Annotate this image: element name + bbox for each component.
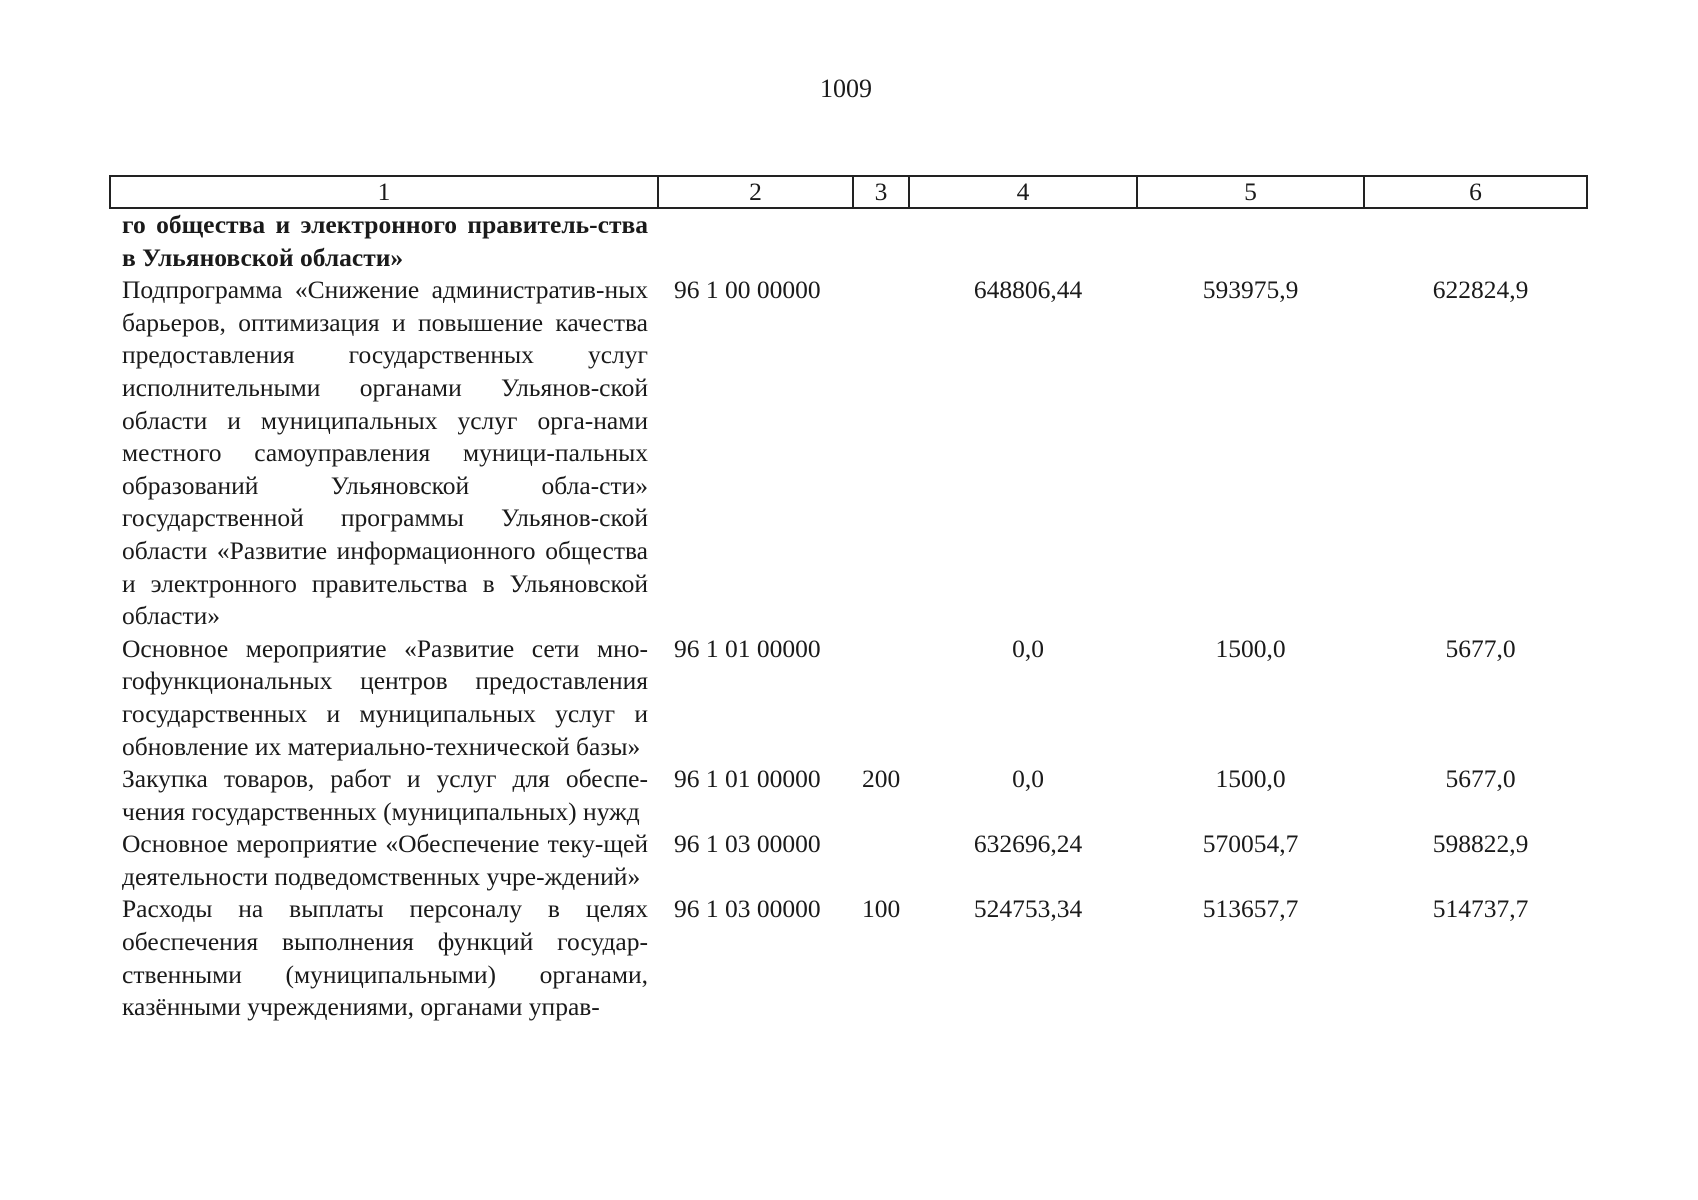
row-expense-type xyxy=(853,828,909,893)
header-cell-4: 4 xyxy=(909,176,1137,208)
header-cell-5: 5 xyxy=(1137,176,1364,208)
table-row xyxy=(110,274,1587,633)
row-expense-type: 100 xyxy=(862,894,901,924)
row-value-col6: 598822,9 xyxy=(1432,829,1529,859)
row-value-col4: 0,0 xyxy=(1012,764,1044,794)
row-value-col5 xyxy=(1137,208,1364,274)
row-value-col5: 570054,7 xyxy=(1202,829,1299,859)
row-value-col5: 593975,9 xyxy=(1202,275,1299,305)
row-value-col4: 0,0 xyxy=(1012,633,1044,663)
row-value-col5: 513657,7 xyxy=(1202,894,1299,924)
row-name: Основное мероприятие «Обеспечение теку-щей деятельности подведомственных учре-ждений» xyxy=(122,829,648,891)
table-row xyxy=(110,633,1587,763)
row-value-col4 xyxy=(909,208,1137,274)
row-value-col6: 514737,7 xyxy=(1432,894,1529,924)
row-expense-type xyxy=(853,633,909,763)
row-code xyxy=(658,208,853,274)
row-name: Основное мероприятие «Развитие сети мно-гофункциональных центров предоставления государственных и муниципальных услуг и обновление их материально-технической базы» xyxy=(122,633,648,761)
row-value-col6: 622824,9 xyxy=(1432,275,1529,305)
row-value-col6: 5677,0 xyxy=(1445,764,1516,794)
row-expense-type xyxy=(853,208,909,274)
row-name: го общества и электронного правитель-ства в Ульяновской области» xyxy=(122,210,648,272)
row-value-col5: 1500,0 xyxy=(1215,764,1286,794)
row-code: 96 1 00 00000 xyxy=(674,275,821,305)
row-code: 96 1 01 00000 xyxy=(674,633,821,663)
header-cell-1: 1 xyxy=(110,176,658,208)
row-code: 96 1 03 00000 xyxy=(674,894,821,924)
table-body xyxy=(110,208,1587,1024)
table-row xyxy=(110,208,1587,274)
page-number: 1009 xyxy=(820,74,872,103)
row-code: 96 1 03 00000 xyxy=(674,829,821,859)
row-expense-type: 200 xyxy=(862,764,901,794)
header-cell-6: 6 xyxy=(1364,176,1587,208)
row-name: Расходы на выплаты персоналу в целях обеспечения выполнения функций государ-ственными (муниципальными) органами, казёнными учреждениями, органами управ- xyxy=(122,894,648,1022)
row-value-col4: 648806,44 xyxy=(973,275,1083,305)
row-value-col5: 1500,0 xyxy=(1215,633,1286,663)
table-row xyxy=(110,763,1587,828)
row-value-col6: 5677,0 xyxy=(1445,633,1516,663)
row-value-col6 xyxy=(1364,208,1587,274)
table-header xyxy=(110,176,1587,208)
header-row xyxy=(110,176,1587,208)
header-cell-2: 2 xyxy=(658,176,853,208)
row-value-col4: 632696,24 xyxy=(973,829,1083,859)
row-expense-type xyxy=(853,274,909,633)
table-row xyxy=(110,828,1587,893)
row-code: 96 1 01 00000 xyxy=(674,764,821,794)
header-cell-3: 3 xyxy=(853,176,909,208)
row-name: Закупка товаров, работ и услуг для обеспе-чения государственных (муниципальных) нужд xyxy=(122,764,648,826)
row-name: Подпрограмма «Снижение административ-ных барьеров, оптимизация и повышение качества предоставления государственных услуг исполнительными органами Ульянов-ской области и муниципальных услуг орга-нами местного самоуправления муници-пальных образований Ульяновской обла-сти» государственной программы Ульянов-ской области «Развитие информационного общества и электронного правительства в Ульяновской области» xyxy=(122,275,648,631)
table-row xyxy=(110,893,1587,1023)
row-value-col4: 524753,34 xyxy=(973,894,1083,924)
budget-table xyxy=(109,175,1588,1024)
